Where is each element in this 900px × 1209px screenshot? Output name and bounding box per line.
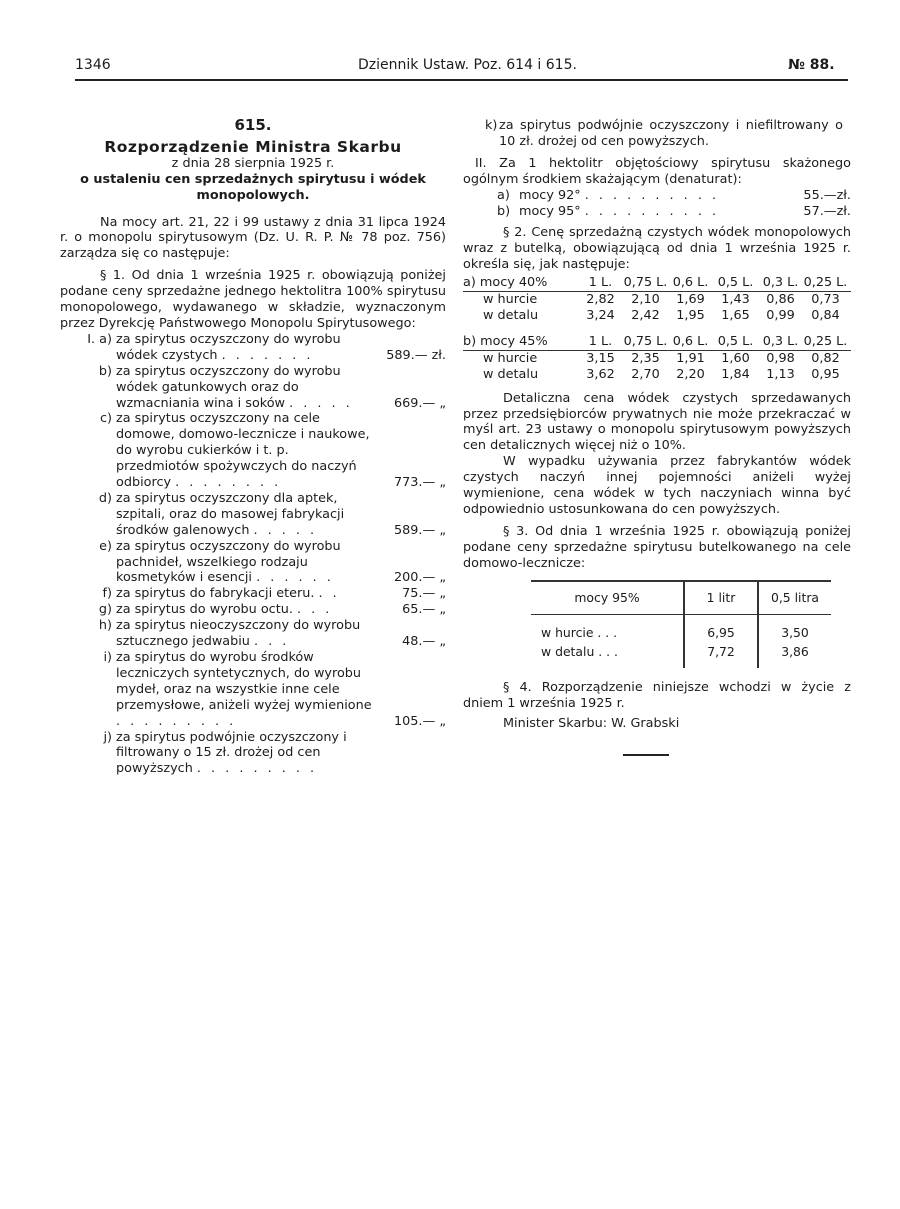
price-item (60, 618, 446, 650)
price-item (60, 411, 446, 491)
item-dots: . . . . . . . (221, 347, 314, 363)
price-item (60, 364, 446, 412)
item-price: 105.— „ (394, 713, 446, 729)
price-list (60, 332, 446, 777)
item-text: za spirytus oczyszczony do wyrobu wódek czystych (116, 331, 341, 363)
table-row (463, 292, 851, 308)
item-text: mocy 95° (519, 203, 581, 219)
price-item (60, 650, 446, 730)
signature: Minister Skarbu: W. Grabski (503, 716, 680, 732)
price-item (60, 539, 446, 587)
table-header (463, 275, 851, 292)
item-text (519, 188, 781, 204)
table-head-cell: 0,75 L. (623, 333, 668, 349)
item-dots: . . . . . . . . . (116, 713, 237, 729)
table-head-cell: b) mocy 45% (463, 333, 548, 349)
item-k (463, 118, 851, 150)
item-dots: . . . . . . . . . . (584, 203, 720, 219)
item-dots: . . . . . (253, 522, 318, 538)
item-price: 75.— „ (402, 586, 446, 602)
table-head-cell: a) mocy 40% (463, 275, 548, 291)
item-dots: . . . . . . (256, 570, 334, 586)
item-price: 55.—zł. (803, 187, 851, 203)
table-cell: w hurcie (483, 350, 538, 366)
table-row (531, 614, 831, 642)
table-cell: 1,84 (721, 366, 750, 382)
table-head-cell: 0,3 L. (762, 333, 799, 349)
bottled-spirit-table (531, 580, 831, 669)
table-cell: w detalu (483, 307, 539, 323)
table-cell: 2,10 (631, 292, 660, 308)
denaturat-item (463, 204, 851, 220)
table-cell: w hurcie (483, 292, 538, 308)
item-text: za spirytus do wyrobu środków leczniczych syntetycznych, do wyrobu mydeł, oraz na wszystkie inne cele przemysłowe, aniżeli wyżej wymienione (116, 650, 372, 713)
item-dots: . . . . . (289, 395, 353, 411)
item-text: za spirytus oczyszczony do wyrobu wódek gatunkowych oraz do wzmacniania wina i soków (116, 363, 341, 411)
item-dots: . . . (296, 602, 333, 618)
item-price: 200.— „ (394, 570, 446, 586)
table-head-cell: 1 L. (588, 275, 613, 291)
item-text: za spirytus oczyszczony do wyrobu pachnideł, wszelkiego rodzaju kosmetyków i esencji (116, 538, 341, 586)
table-cell: 1,91 (676, 350, 705, 366)
table-cell: 3,24 (586, 307, 615, 323)
item-label: I. a) (87, 331, 112, 347)
table-cell: 3,62 (586, 366, 615, 382)
left-column (60, 118, 446, 777)
table-cell: w hurcie . . . (541, 624, 618, 640)
vodka-price-table-40 (463, 275, 851, 324)
page-number: 1346 (75, 57, 111, 73)
table-head-cell: 0,5 L. (717, 275, 754, 291)
item-dots: . . . (254, 634, 290, 650)
item-text: mocy 92° (519, 187, 581, 203)
table-cell: 2,70 (631, 366, 660, 382)
table-head-cell: 1 L. (588, 333, 613, 349)
item-dots: . . . . . . . . . (196, 761, 318, 777)
right-column (463, 118, 851, 756)
regulation-subject: o ustaleniu cen sprzedażnych spirytusu i wódek monopolowych. (80, 171, 426, 203)
table-cell: 0,86 (766, 292, 795, 308)
table-cell: 1,95 (676, 307, 705, 323)
vodka-price-table-45 (463, 334, 851, 383)
item-price: 669.— „ (394, 395, 446, 411)
signature-rule (623, 754, 669, 756)
item-label: k) (485, 118, 498, 133)
table-head-cell: 1 litr (684, 581, 758, 615)
table-cell: 0,99 (766, 307, 795, 323)
table-row (463, 308, 851, 324)
item-label: a) (497, 187, 510, 203)
regulation-title: Rozporządzenie Ministra Skarbu (104, 137, 402, 156)
item-price: 773.— „ (394, 475, 446, 491)
section-3-intro: § 3. Od dnia 1 września 1925 r. obowiązują poniżej podane ceny sprzedażne spirytusu butelkowanego na cele domowo-lecznicze: (463, 523, 851, 571)
item-text: za spirytus podwójnie oczyszczony i niefiltrowany o 10 zł. drożej od cen powyższych. (499, 118, 843, 149)
table-cell: 0,73 (811, 292, 840, 308)
item-label: d) (98, 490, 112, 506)
table-cell: 2,20 (676, 366, 705, 382)
table-cell: 1,13 (766, 366, 795, 382)
table-cell: 6,95 (684, 614, 758, 642)
item-label: e) (99, 538, 112, 554)
price-item (60, 332, 446, 364)
table-cell: 7,72 (684, 642, 758, 668)
table-cell: 2,35 (631, 350, 660, 366)
table-row (531, 642, 831, 668)
table-cell: 1,43 (721, 292, 750, 308)
section-4: § 4. Rozporządzenie niniejsze wchodzi w życie z dniem 1 września 1925 r. (463, 680, 851, 712)
item-label: g) (98, 602, 112, 618)
item-text: za spirytus do fabrykacji eteru. (116, 586, 315, 602)
table-header (463, 334, 851, 351)
table-head-cell: 0,75 L. (623, 275, 668, 291)
price-item (60, 491, 446, 539)
table-head-cell: 0,3 L. (762, 275, 799, 291)
item-price: 589.— „ (394, 522, 446, 538)
table-row (463, 351, 851, 367)
table-head-cell: 0,5 litra (758, 581, 831, 615)
item-price: 65.— „ (402, 602, 446, 618)
table-cell: 1,69 (676, 292, 705, 308)
item-label: b) (98, 363, 112, 379)
item-text: za spirytus do wyrobu octu. (116, 602, 293, 618)
journal-title: Dziennik Ustaw. Poz. 614 i 615. (358, 57, 577, 73)
position-number: 615. (234, 116, 272, 134)
item-label: c) (99, 411, 112, 427)
table-row (463, 367, 851, 383)
item-label: h) (98, 618, 112, 634)
table-cell: 3,50 (758, 614, 831, 642)
item-label: j) (103, 729, 112, 745)
item-dots: . . . . . . . . (175, 475, 282, 491)
table-head-cell: 0,6 L. (672, 275, 709, 291)
price-item (60, 730, 446, 778)
item-text: za spirytus podwójnie oczyszczony i filtrowany o 15 zł. drożej od cen powyższych (116, 729, 347, 777)
table-cell: 3,86 (758, 642, 831, 668)
table-cell: 0,84 (811, 307, 840, 323)
vessel-paragraph: W wypadku używania przez fabrykantów wódek czystych naczyń innej pojemności aniżeli wyżej wymienione, cena wódek w tych naczyniach winna być odpowiednio ustosunkowana do cen powyższych. (463, 454, 851, 517)
item-text: za spirytus nieoczyszczony do wyrobu sztucznego jedwabiu (116, 618, 361, 650)
table-cell: 0,95 (811, 366, 840, 382)
table-head-cell: 0,25 L. (803, 275, 848, 291)
table-cell: w detalu (483, 366, 539, 382)
table-head-cell: 0,25 L. (803, 333, 848, 349)
item-label: b) (497, 203, 511, 219)
item-text: za spirytus oczyszczony na cele domowe, domowo-lecznicze i naukowe, do wyrobu cukierków i t. p. przedmiotów spożywczych do naczyń odbiorcy (116, 411, 370, 491)
section-2-intro: § 2. Cenę sprzedażną czystych wódek monopolowych wraz z butelką, obowiązującą od dnia 1 września 1925 r. określa się, jak następuje: (463, 225, 851, 273)
retail-price-paragraph: Detaliczna cena wódek czystych sprzedawanych przez przedsiębiorców prywatnych nie może przekraczać w myśl art. 23 ustawy o monopolu spirytusowym powyższych cen detalicznych więcej niż o 10%. (463, 390, 851, 454)
table-cell: 0,82 (811, 350, 840, 366)
table-head-cell: mocy 95% (531, 581, 684, 615)
table-cell: 2,82 (586, 292, 615, 308)
header-rule (75, 79, 848, 81)
section-1-intro: § 1. Od dnia 1 września 1925 r. obowiązują poniżej podane ceny sprzedażne jednego hektolitra 100% spirytusu monopolowego, wydawanego w składzie, wyznaczonym przez Dyrekcję Państwowego Monopolu Spirytusowego: (60, 268, 446, 331)
item-price: 57.—zł. (803, 203, 851, 219)
item-price: 589.— zł. (386, 347, 446, 363)
table-cell: 1,65 (721, 307, 750, 323)
table-head-cell: 0,5 L. (717, 333, 754, 349)
item-dots: . . (318, 586, 340, 602)
regulation-date: z dnia 28 sierpnia 1925 r. (171, 155, 335, 171)
table-head-cell: 0,6 L. (672, 333, 709, 349)
item-label: f) (102, 586, 112, 602)
item-dots: . . . . . . . . . . (584, 187, 720, 203)
price-item (60, 602, 446, 618)
item-label: i) (103, 650, 112, 665)
table-cell: 3,15 (586, 350, 615, 366)
issue-number: № 88. (788, 57, 835, 73)
denaturat-item (463, 188, 851, 204)
table-cell: 2,42 (631, 307, 660, 323)
section-II: II. Za 1 hektolitr objętościowy spirytusu skażonego ogólnym środkiem skażającym (denaturat): (463, 155, 851, 187)
item-text (519, 204, 781, 220)
price-item (60, 586, 446, 602)
item-price: 48.— „ (402, 634, 446, 650)
table-cell: 0,98 (766, 350, 795, 366)
table-cell: w detalu . . . (541, 644, 618, 660)
denaturat-list (463, 188, 851, 220)
table-cell: 1,60 (721, 350, 750, 366)
preamble: Na mocy art. 21, 22 i 99 ustawy z dnia 31 lipca 1924 r. o monopolu spirytusowym (Dz. U. R. P. № 78 poz. 756) zarządza się co następuje: (60, 214, 446, 262)
item-text: za spirytus oczyszczony dla aptek, szpitali, oraz do masowej fabrykacji środków galenowych (116, 490, 345, 538)
